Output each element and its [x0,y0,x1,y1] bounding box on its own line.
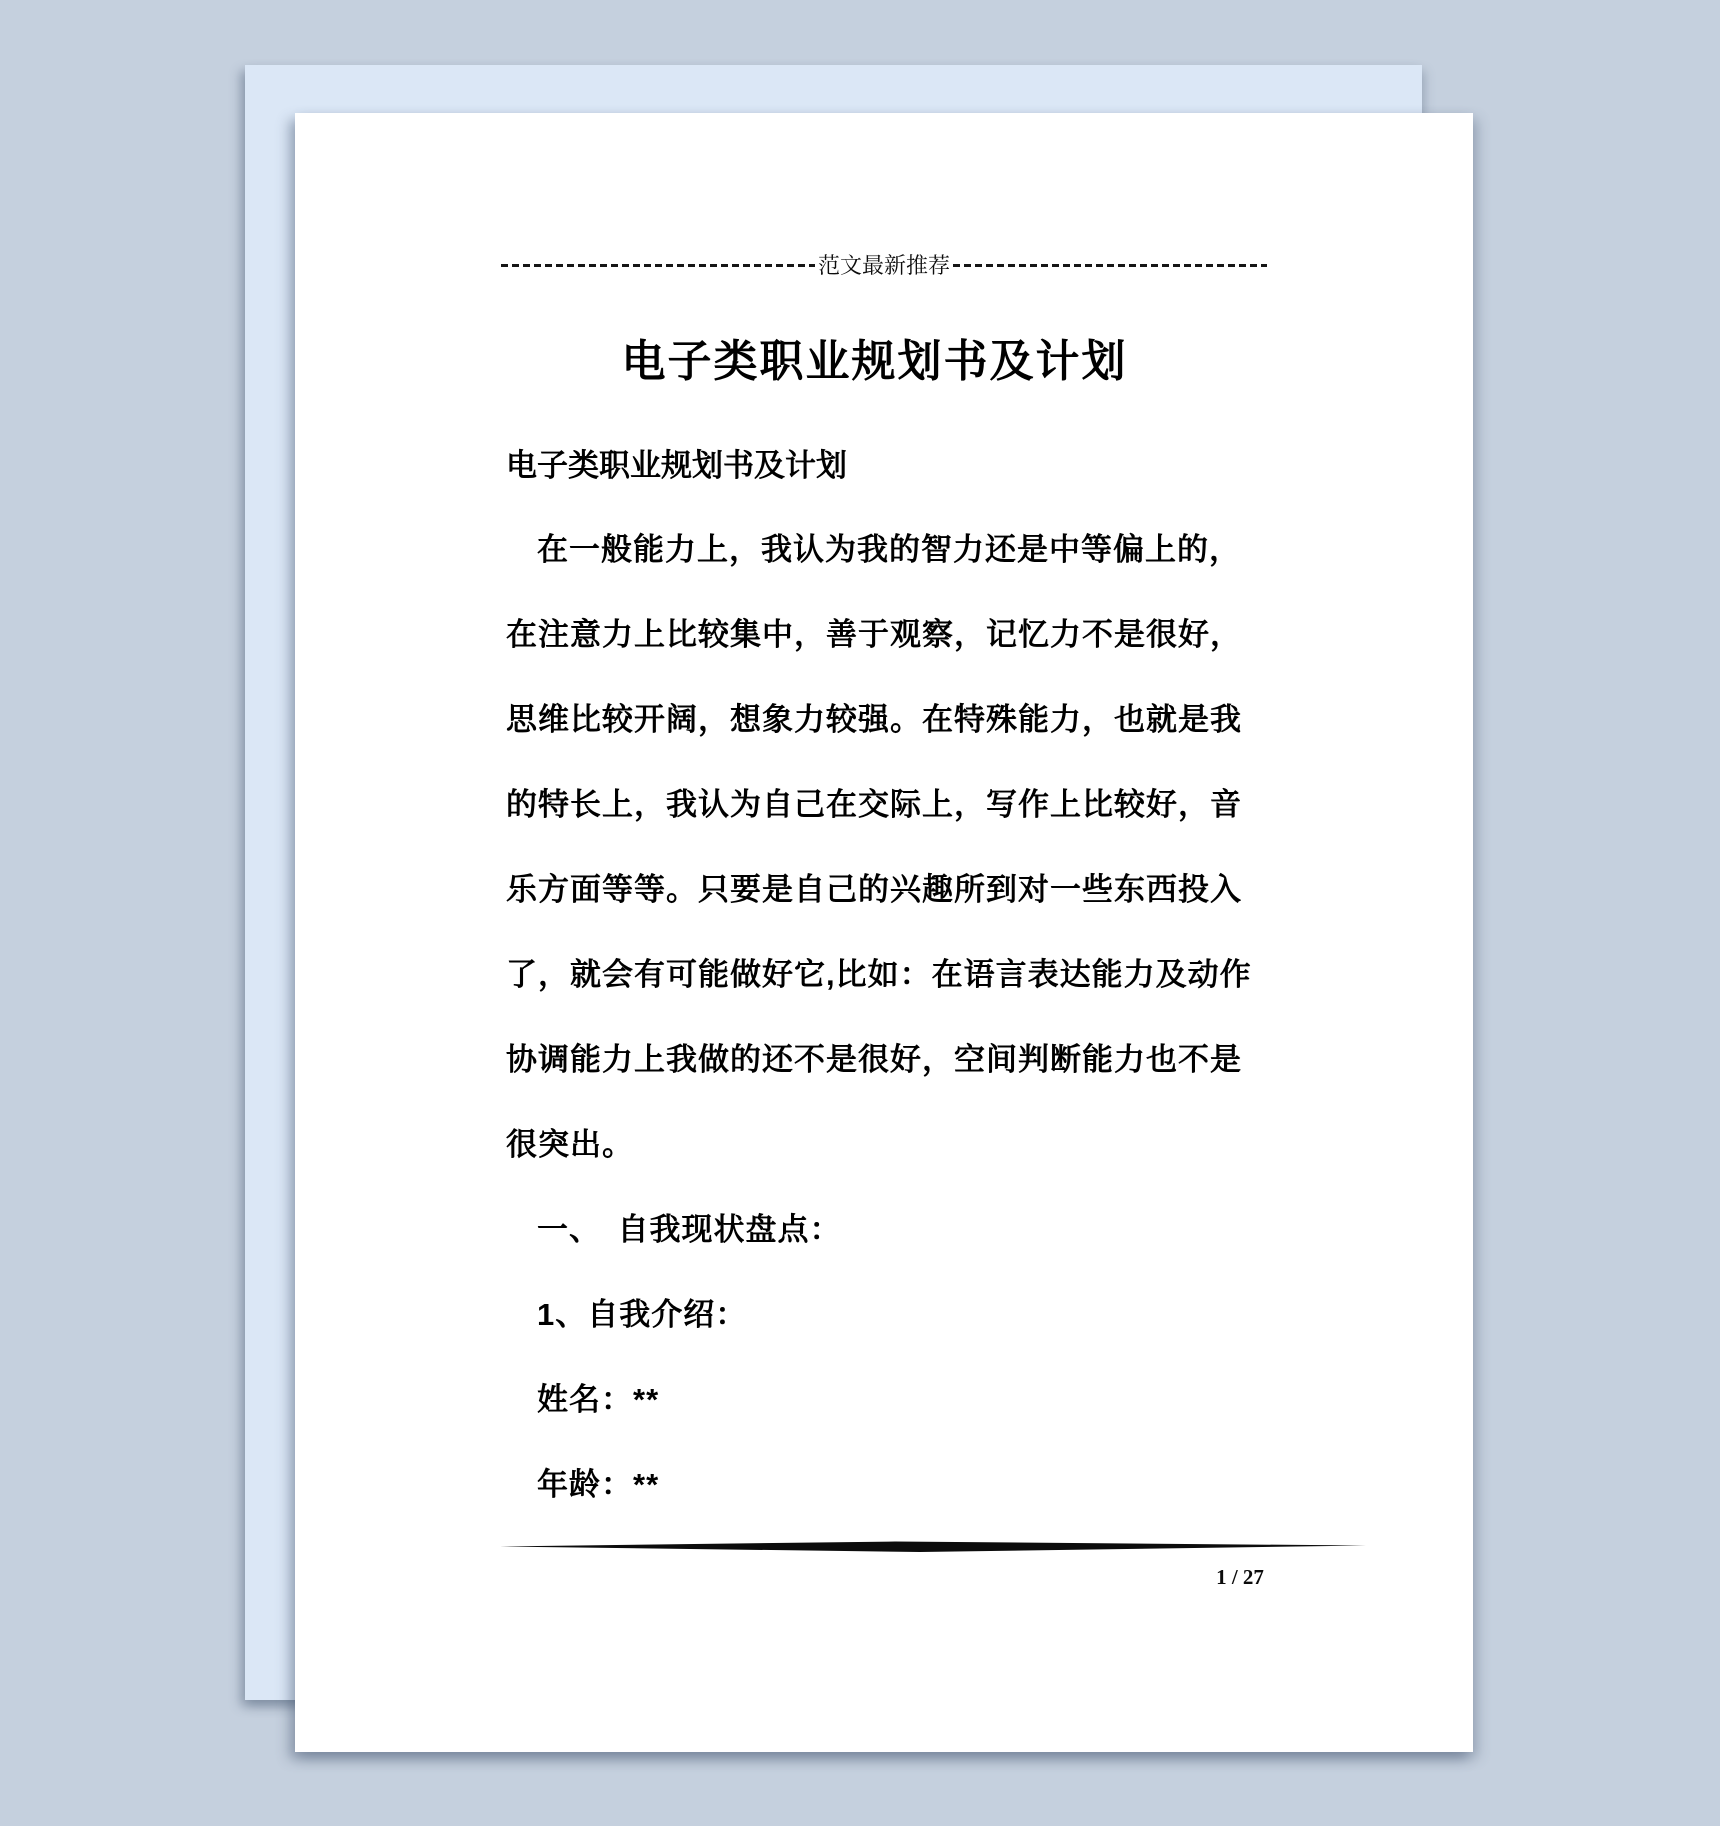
text-line: 姓名：** [537,1382,660,1417]
text-line: 乐方面等等。只要是自己的兴趣所到对一些东西投入 [506,872,1242,907]
page-header [501,249,1267,279]
header-label: 范文最新推荐 [818,252,951,278]
document-page [295,113,1473,1752]
text-line: 年龄：** [537,1467,660,1502]
document-body [506,507,1252,1527]
text-line: 协调能力上我做的还不是很好，空间判断能力也不是 [506,1042,1242,1077]
text-line: 1、自我介绍： [537,1297,748,1332]
text-line: 了，就会有可能做好它,比如：在语言表达能力及动作 [506,957,1252,992]
text-line: 的特长上，我认为自己在交际上，写作上比较好，音 [506,787,1242,822]
document-subtitle: 电子类职业规划书及计划 [506,448,847,483]
footer-divider [500,1541,1366,1553]
text-line: 在一般能力上，我认为我的智力还是中等偏上的， [537,532,1241,567]
text-line: 很突出。 [506,1127,634,1162]
text-line: 在注意力上比较集中，善于观察，记忆力不是很好， [506,617,1242,652]
text-line: 一、 自我现状盘点： [537,1212,842,1247]
page-number: 1 / 27 [1216,1565,1264,1589]
document-title: 电子类职业规划书及计划 [621,337,1128,386]
text-line: 思维比较开阔，想象力较强。在特殊能力，也就是我 [506,702,1242,737]
header-dash-right [953,264,1267,267]
header-dash-left [501,264,815,267]
